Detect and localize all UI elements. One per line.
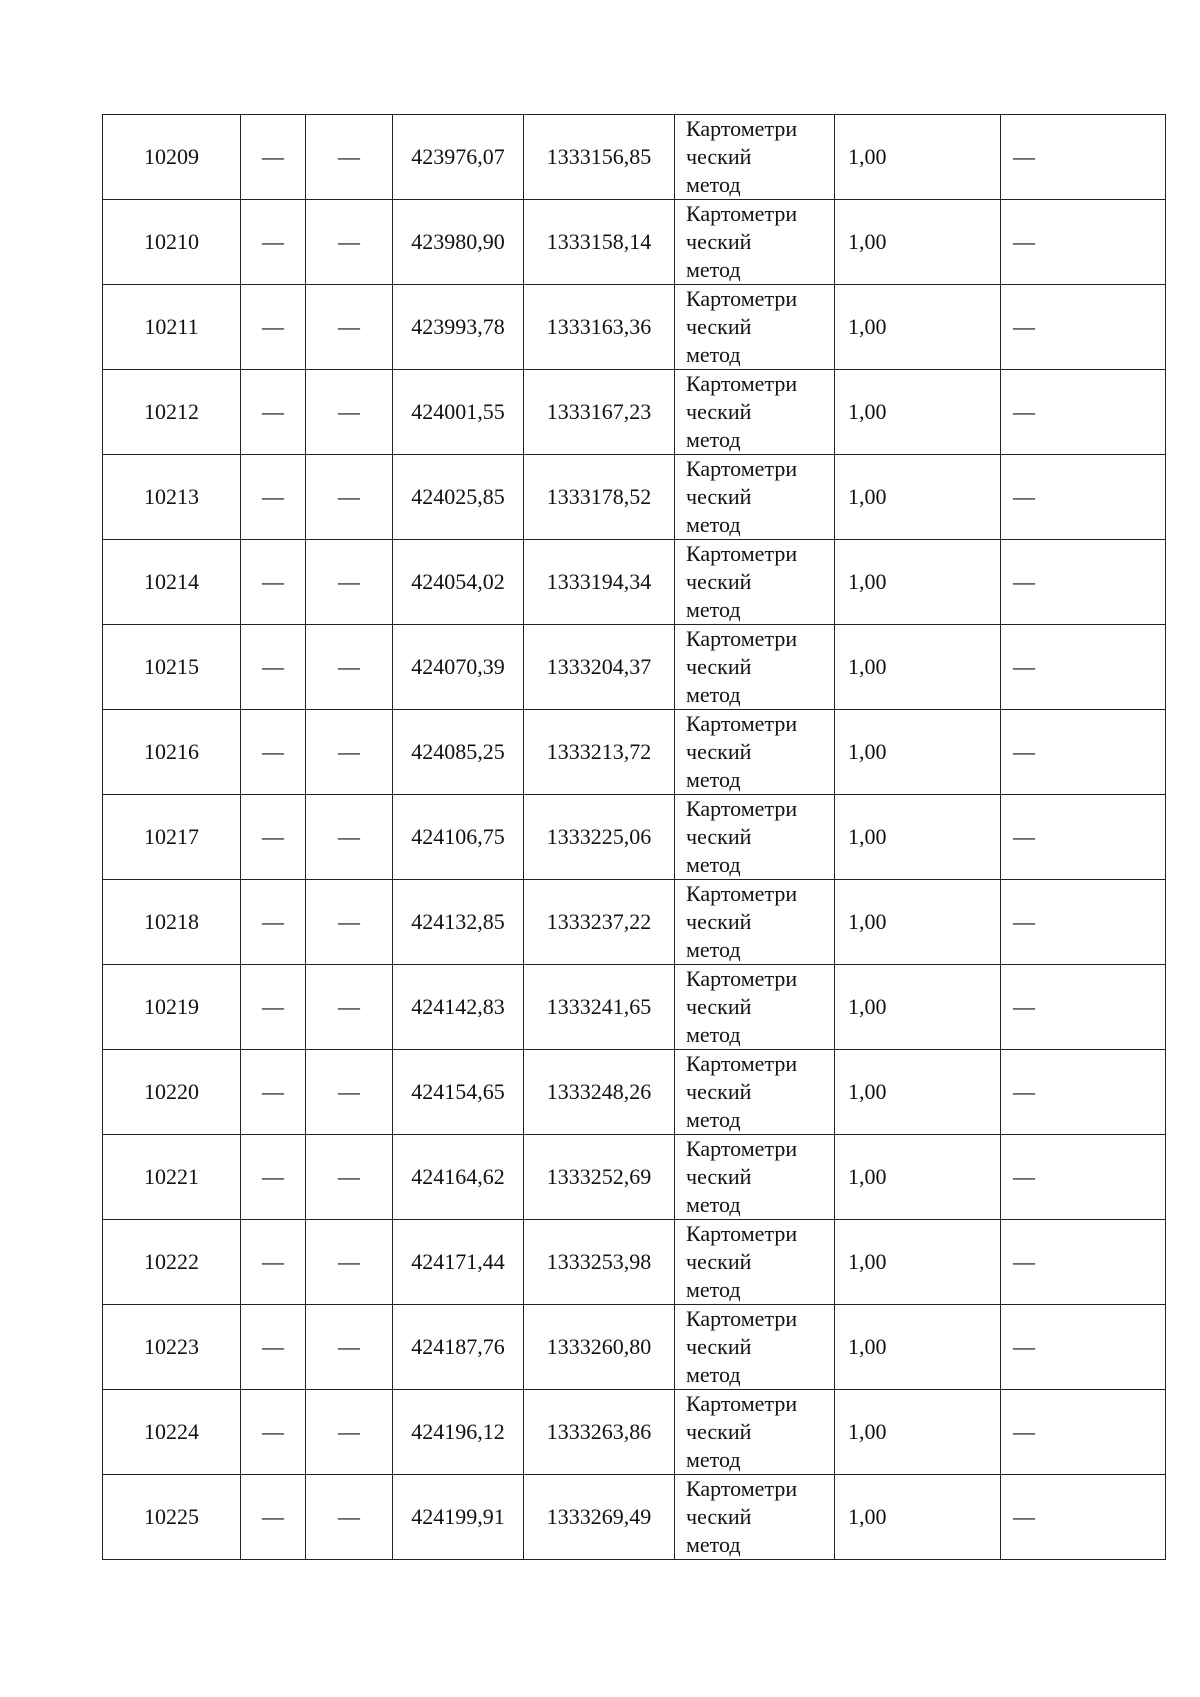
method-text-line: Картометри [686, 456, 798, 481]
accuracy-cell: 1,00 [835, 285, 1001, 370]
y-coordinate-cell: 1333194,34 [524, 540, 675, 625]
method-text-line: ческий [686, 229, 752, 254]
point-number-cell: 10209 [103, 115, 241, 200]
empty-dash-cell: — [241, 880, 306, 965]
point-number-cell: 10213 [103, 455, 241, 540]
accuracy-cell: 1,00 [835, 880, 1001, 965]
y-coordinate-cell: 1333156,85 [524, 115, 675, 200]
y-coordinate-cell: 1333248,26 [524, 1050, 675, 1135]
method-text-line: ческий [686, 399, 752, 424]
method-text-line: метод [686, 1192, 741, 1217]
method-text-line: Картометри [686, 1476, 798, 1501]
x-coordinate-cell: 424154,65 [393, 1050, 524, 1135]
accuracy-cell: 1,00 [835, 200, 1001, 285]
accuracy-cell: 1,00 [835, 1135, 1001, 1220]
method-text-line: метод [686, 1277, 741, 1302]
table-row [103, 115, 1166, 200]
empty-dash-cell: — [241, 710, 306, 795]
x-coordinate-cell: 424171,44 [393, 1220, 524, 1305]
empty-dash-cell: — [1001, 1475, 1166, 1560]
point-number-cell: 10216 [103, 710, 241, 795]
empty-dash-cell: — [306, 965, 393, 1050]
empty-dash-cell: — [306, 1390, 393, 1475]
table-row [103, 285, 1166, 370]
method-text-line: ческий [686, 314, 752, 339]
accuracy-cell: 1,00 [835, 1305, 1001, 1390]
x-coordinate-cell: 423976,07 [393, 115, 524, 200]
empty-dash-cell: — [241, 1475, 306, 1560]
point-number-cell: 10225 [103, 1475, 241, 1560]
method-text-line: ческий [686, 994, 752, 1019]
method-cell [675, 540, 835, 625]
method-cell [675, 200, 835, 285]
method-text-line: ческий [686, 1334, 752, 1359]
method-cell [675, 1220, 835, 1305]
point-number-cell: 10217 [103, 795, 241, 880]
empty-dash-cell: — [306, 370, 393, 455]
method-cell [675, 1135, 835, 1220]
method-text-line: Картометри [686, 371, 798, 396]
x-coordinate-cell: 424070,39 [393, 625, 524, 710]
empty-dash-cell: — [241, 200, 306, 285]
accuracy-cell: 1,00 [835, 370, 1001, 455]
empty-dash-cell: — [241, 625, 306, 710]
point-number-cell: 10218 [103, 880, 241, 965]
method-text-line: ческий [686, 1249, 752, 1274]
empty-dash-cell: — [1001, 1305, 1166, 1390]
empty-dash-cell: — [241, 1220, 306, 1305]
method-text-line: ческий [686, 1504, 752, 1529]
point-number-cell: 10224 [103, 1390, 241, 1475]
empty-dash-cell: — [241, 370, 306, 455]
table-row [103, 795, 1166, 880]
accuracy-cell: 1,00 [835, 625, 1001, 710]
coordinates-table [102, 114, 1166, 1560]
empty-dash-cell: — [1001, 795, 1166, 880]
y-coordinate-cell: 1333260,80 [524, 1305, 675, 1390]
empty-dash-cell: — [306, 1050, 393, 1135]
empty-dash-cell: — [241, 1305, 306, 1390]
method-cell [675, 795, 835, 880]
point-number-cell: 10220 [103, 1050, 241, 1135]
method-text-line: ческий [686, 654, 752, 679]
table-row [103, 1475, 1166, 1560]
accuracy-cell: 1,00 [835, 710, 1001, 795]
point-number-cell: 10219 [103, 965, 241, 1050]
point-number-cell: 10211 [103, 285, 241, 370]
method-text-line: Картометри [686, 1391, 798, 1416]
table-row [103, 710, 1166, 795]
accuracy-cell: 1,00 [835, 1475, 1001, 1560]
empty-dash-cell: — [241, 965, 306, 1050]
empty-dash-cell: — [1001, 455, 1166, 540]
table-row [103, 1390, 1166, 1475]
empty-dash-cell: — [241, 540, 306, 625]
empty-dash-cell: — [241, 1135, 306, 1220]
x-coordinate-cell: 424196,12 [393, 1390, 524, 1475]
empty-dash-cell: — [306, 710, 393, 795]
method-cell [675, 965, 835, 1050]
method-text-line: метод [686, 1022, 741, 1047]
method-text-line: ческий [686, 1079, 752, 1104]
point-number-cell: 10223 [103, 1305, 241, 1390]
table-row [103, 1135, 1166, 1220]
method-text-line: ческий [686, 824, 752, 849]
y-coordinate-cell: 1333241,65 [524, 965, 675, 1050]
table-row [103, 540, 1166, 625]
y-coordinate-cell: 1333237,22 [524, 880, 675, 965]
method-text-line: метод [686, 1532, 741, 1557]
method-text-line: Картометри [686, 116, 798, 141]
method-text-line: метод [686, 852, 741, 877]
empty-dash-cell: — [306, 455, 393, 540]
empty-dash-cell: — [1001, 1135, 1166, 1220]
table-row [103, 1305, 1166, 1390]
empty-dash-cell: — [306, 1305, 393, 1390]
y-coordinate-cell: 1333269,49 [524, 1475, 675, 1560]
method-text-line: метод [686, 172, 741, 197]
method-text-line: метод [686, 767, 741, 792]
method-text-line: метод [686, 1362, 741, 1387]
accuracy-cell: 1,00 [835, 455, 1001, 540]
method-text-line: Картометри [686, 541, 798, 566]
method-text-line: ческий [686, 1419, 752, 1444]
x-coordinate-cell: 424106,75 [393, 795, 524, 880]
empty-dash-cell: — [1001, 285, 1166, 370]
empty-dash-cell: — [241, 115, 306, 200]
method-text-line: Картометри [686, 881, 798, 906]
x-coordinate-cell: 424164,62 [393, 1135, 524, 1220]
method-text-line: Картометри [686, 286, 798, 311]
point-number-cell: 10215 [103, 625, 241, 710]
y-coordinate-cell: 1333213,72 [524, 710, 675, 795]
coordinates-table-body [103, 115, 1166, 1560]
empty-dash-cell: — [306, 115, 393, 200]
point-number-cell: 10221 [103, 1135, 241, 1220]
method-cell [675, 1050, 835, 1135]
empty-dash-cell: — [306, 880, 393, 965]
method-text-line: ческий [686, 909, 752, 934]
point-number-cell: 10214 [103, 540, 241, 625]
empty-dash-cell: — [306, 1220, 393, 1305]
empty-dash-cell: — [241, 285, 306, 370]
method-text-line: метод [686, 1447, 741, 1472]
empty-dash-cell: — [241, 1390, 306, 1475]
accuracy-cell: 1,00 [835, 965, 1001, 1050]
accuracy-cell: 1,00 [835, 1050, 1001, 1135]
method-text-line: Картометри [686, 1306, 798, 1331]
method-text-line: метод [686, 597, 741, 622]
method-cell [675, 880, 835, 965]
method-text-line: Картометри [686, 796, 798, 821]
method-text-line: Картометри [686, 1221, 798, 1246]
x-coordinate-cell: 423980,90 [393, 200, 524, 285]
x-coordinate-cell: 424001,55 [393, 370, 524, 455]
method-text-line: Картометри [686, 201, 798, 226]
method-text-line: Картометри [686, 1051, 798, 1076]
empty-dash-cell: — [1001, 540, 1166, 625]
empty-dash-cell: — [306, 625, 393, 710]
empty-dash-cell: — [241, 795, 306, 880]
method-text-line: метод [686, 512, 741, 537]
method-text-line: метод [686, 937, 741, 962]
method-text-line: ческий [686, 484, 752, 509]
point-number-cell: 10222 [103, 1220, 241, 1305]
y-coordinate-cell: 1333163,36 [524, 285, 675, 370]
method-cell [675, 1305, 835, 1390]
x-coordinate-cell: 424142,83 [393, 965, 524, 1050]
empty-dash-cell: — [1001, 1220, 1166, 1305]
method-cell [675, 370, 835, 455]
empty-dash-cell: — [306, 540, 393, 625]
method-cell [675, 455, 835, 540]
x-coordinate-cell: 424199,91 [393, 1475, 524, 1560]
x-coordinate-cell: 424085,25 [393, 710, 524, 795]
empty-dash-cell: — [241, 455, 306, 540]
method-text-line: ческий [686, 739, 752, 764]
table-row [103, 1050, 1166, 1135]
y-coordinate-cell: 1333158,14 [524, 200, 675, 285]
empty-dash-cell: — [306, 285, 393, 370]
accuracy-cell: 1,00 [835, 1220, 1001, 1305]
y-coordinate-cell: 1333253,98 [524, 1220, 675, 1305]
point-number-cell: 10210 [103, 200, 241, 285]
empty-dash-cell: — [1001, 965, 1166, 1050]
y-coordinate-cell: 1333204,37 [524, 625, 675, 710]
accuracy-cell: 1,00 [835, 115, 1001, 200]
method-cell [675, 115, 835, 200]
empty-dash-cell: — [1001, 200, 1166, 285]
table-row [103, 200, 1166, 285]
empty-dash-cell: — [241, 1050, 306, 1135]
method-text-line: метод [686, 1107, 741, 1132]
method-text-line: ческий [686, 569, 752, 594]
empty-dash-cell: — [306, 200, 393, 285]
y-coordinate-cell: 1333263,86 [524, 1390, 675, 1475]
x-coordinate-cell: 424132,85 [393, 880, 524, 965]
empty-dash-cell: — [1001, 1050, 1166, 1135]
method-cell [675, 285, 835, 370]
method-text-line: метод [686, 682, 741, 707]
accuracy-cell: 1,00 [835, 1390, 1001, 1475]
y-coordinate-cell: 1333178,52 [524, 455, 675, 540]
empty-dash-cell: — [306, 795, 393, 880]
y-coordinate-cell: 1333225,06 [524, 795, 675, 880]
method-text-line: Картометри [686, 711, 798, 736]
method-cell [675, 625, 835, 710]
method-text-line: Картометри [686, 1136, 798, 1161]
method-text-line: Картометри [686, 966, 798, 991]
point-number-cell: 10212 [103, 370, 241, 455]
y-coordinate-cell: 1333167,23 [524, 370, 675, 455]
x-coordinate-cell: 424187,76 [393, 1305, 524, 1390]
table-row [103, 1220, 1166, 1305]
table-row [103, 880, 1166, 965]
table-row [103, 965, 1166, 1050]
empty-dash-cell: — [306, 1475, 393, 1560]
method-text-line: ческий [686, 1164, 752, 1189]
method-text-line: ческий [686, 144, 752, 169]
empty-dash-cell: — [1001, 710, 1166, 795]
table-row [103, 455, 1166, 540]
method-text-line: метод [686, 257, 741, 282]
method-text-line: Картометри [686, 626, 798, 651]
x-coordinate-cell: 423993,78 [393, 285, 524, 370]
empty-dash-cell: — [1001, 880, 1166, 965]
method-text-line: метод [686, 427, 741, 452]
x-coordinate-cell: 424054,02 [393, 540, 524, 625]
accuracy-cell: 1,00 [835, 795, 1001, 880]
empty-dash-cell: — [1001, 370, 1166, 455]
table-row [103, 370, 1166, 455]
method-cell [675, 710, 835, 795]
empty-dash-cell: — [306, 1135, 393, 1220]
y-coordinate-cell: 1333252,69 [524, 1135, 675, 1220]
method-cell [675, 1390, 835, 1475]
empty-dash-cell: — [1001, 625, 1166, 710]
table-row [103, 625, 1166, 710]
method-cell [675, 1475, 835, 1560]
empty-dash-cell: — [1001, 115, 1166, 200]
x-coordinate-cell: 424025,85 [393, 455, 524, 540]
accuracy-cell: 1,00 [835, 540, 1001, 625]
method-text-line: метод [686, 342, 741, 367]
empty-dash-cell: — [1001, 1390, 1166, 1475]
